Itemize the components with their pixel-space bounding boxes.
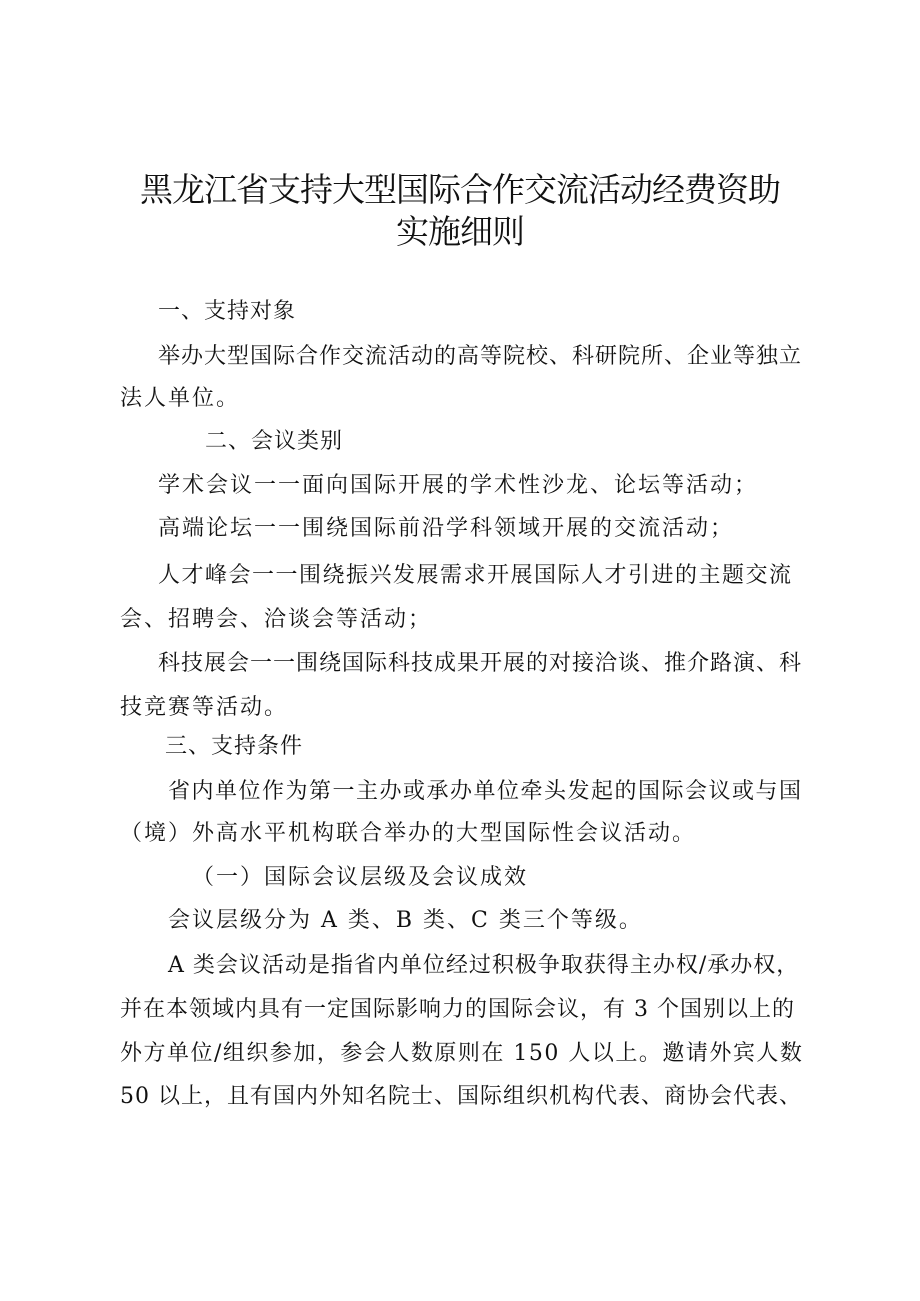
list-item-talent-summit: 人才峰会一一围绕振兴发展需求开展国际人才引进的主题交流 (158, 563, 793, 588)
paragraph-line: 法人单位。 (120, 386, 241, 411)
paragraph-line: 会议层级分为 A 类、B 类、C 类三个等级。 (168, 908, 643, 933)
paragraph-line: （境）外高水平机构联合举办的大型国际性会议活动。 (120, 821, 697, 846)
subsection-heading-meeting-levels: （一）国际会议层级及会议成效 (192, 865, 529, 890)
list-item-academic-conference: 学术会议一一面向国际开展的学术性沙龙、论坛等活动； (158, 473, 759, 498)
list-item-tech-expo-cont: 技竞赛等活动。 (120, 695, 289, 720)
list-item-high-end-forum: 高端论坛一一围绕国际前沿学科领域开展的交流活动； (158, 516, 735, 541)
paragraph-line: 并在本领域内具有一定国际影响力的国际会议，有 3 个国别以上的 (120, 997, 795, 1022)
section-heading-support-targets: 一、支持对象 (158, 299, 297, 324)
list-item-tech-expo: 科技展会一一围绕国际科技成果开展的对接洽谈、推介路演、科 (158, 651, 803, 676)
section-heading-support-conditions: 三、支持条件 (165, 734, 304, 759)
document-title-line-1: 黑龙江省支持大型国际合作交流活动经费资助 (140, 170, 780, 209)
paragraph-line: 50 以上，且有国内外知名院士、国际组织机构代表、商协会代表、 (120, 1084, 802, 1109)
paragraph-line: 举办大型国际合作交流活动的高等院校、科研院所、企业等独立 (158, 344, 803, 369)
paragraph-line: 外方单位/组织参加，参会人数原则在 150 人以上。邀请外宾人数 (120, 1041, 804, 1066)
document-title-line-2: 实施细则 (396, 212, 524, 251)
paragraph-line: 省内单位作为第一主办或承办单位牵头发起的国际会议或与国 (168, 779, 803, 804)
section-heading-meeting-types: 二、会议类别 (205, 429, 344, 454)
paragraph-line: A 类会议活动是指省内单位经过积极争取获得主办权/承办权， (168, 953, 800, 978)
list-item-talent-summit-cont: 会、招聘会、洽谈会等活动； (120, 607, 433, 632)
